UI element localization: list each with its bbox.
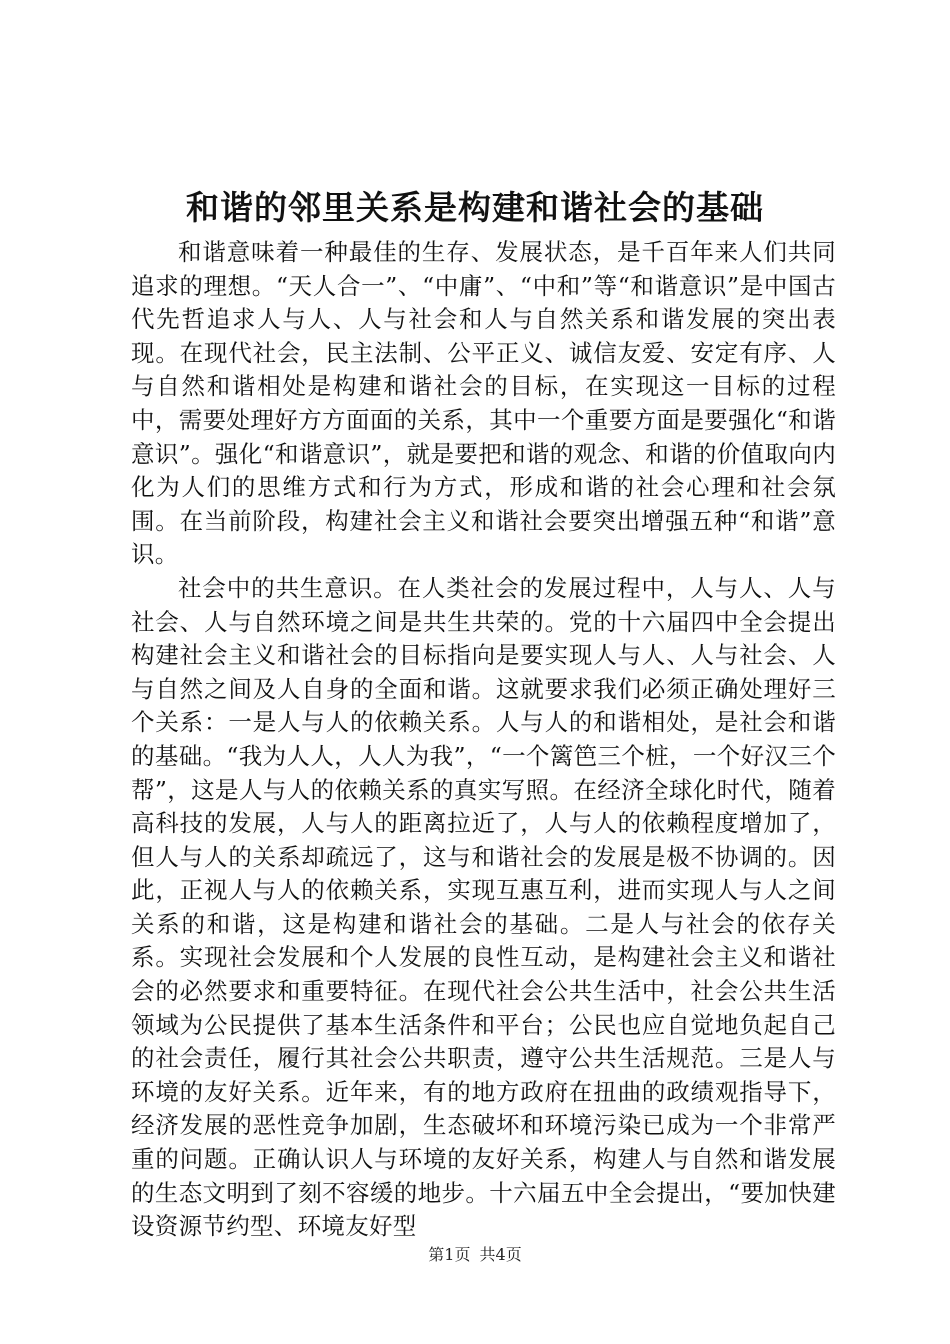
document-title: 和谐的邻里关系是构建和谐社会的基础: [186, 188, 764, 227]
paragraph-2: 社会中的共生意识。在人类社会的发展过程中，人与人、人与社会、人与自然环境之间是共生共荣的。党的十六届四中全会提出构建社会主义和谐社会的目标指向是要实现人与人、人与社会、人与自然之间及人自身的全面和谐。这就要求我们必须正确处理好三个关系：一是人与人的依赖关系。人与人的和谐相处，是社会和谐的基础。“我为人人，人人为我”，“一个篱笆三个桩，一个好汉三个帮”，这是人与人的依赖关系的真实写照。在经济全球化时代，随着高科技的发展，人与人的距离拉近了，人与人的依赖程度增加了，但人与人的关系却疏远了，这与和谐社会的发展是极不协调的。因此，正视人与人的依赖关系，实现互惠互利，进而实现人与人之间关系的和谐，这是构建和谐社会的基础。二是人与社会的依存关系。实现社会发展和个人发展的良性互动，是构建社会主义和谐社会的必然要求和重要特征。在现代社会公共生活中，社会公共生活领域为公民提供了基本生活条件和平台；公民也应自觉地负起自己的社会责任，履行其社会公共职责，遵守公共生活规范。三是人与环境的友好关系。近年来，有的地方政府在扭曲的政绩观指导下，经济发展的恶性竞争加剧，生态破坏和环境污染已成为一个非常严重的问题。正确认识人与环境的友好关系，构建人与自然和谐发展的生态文明到了刻不容缓的地步。十六届五中全会提出，“要加快建设资源节约型、环境友好型: [131, 573, 836, 1241]
page-number: 第1页: [428, 1245, 471, 1264]
paragraph-1: 和谐意味着一种最佳的生存、发展状态，是千百年来人们共同追求的理想。“天人合一”、“中庸”、“中和”等“和谐意识”是中国古代先哲追求人与人、人与社会和人与自然关系和谐发展的突出表现。在现代社会，民主法制、公平正义、诚信友爱、安定有序、人与自然和谐相处是构建和谐社会的目标，在实现这一目标的过程中，需要处理好方方面面的关系，其中一个重要方面是要强化“和谐意识”。强化“和谐意识”，就是要把和谐的观念、和谐的价值取向内化为人们的思维方式和行为方式，形成和谐的社会心理和社会氛围。在当前阶段，构建社会主义和谐社会要突出增强五种“和谐”意识。: [131, 238, 836, 569]
page-total: 共4页: [479, 1245, 522, 1264]
document-body: [131, 236, 836, 1244]
page-footer: [0, 1244, 950, 1266]
